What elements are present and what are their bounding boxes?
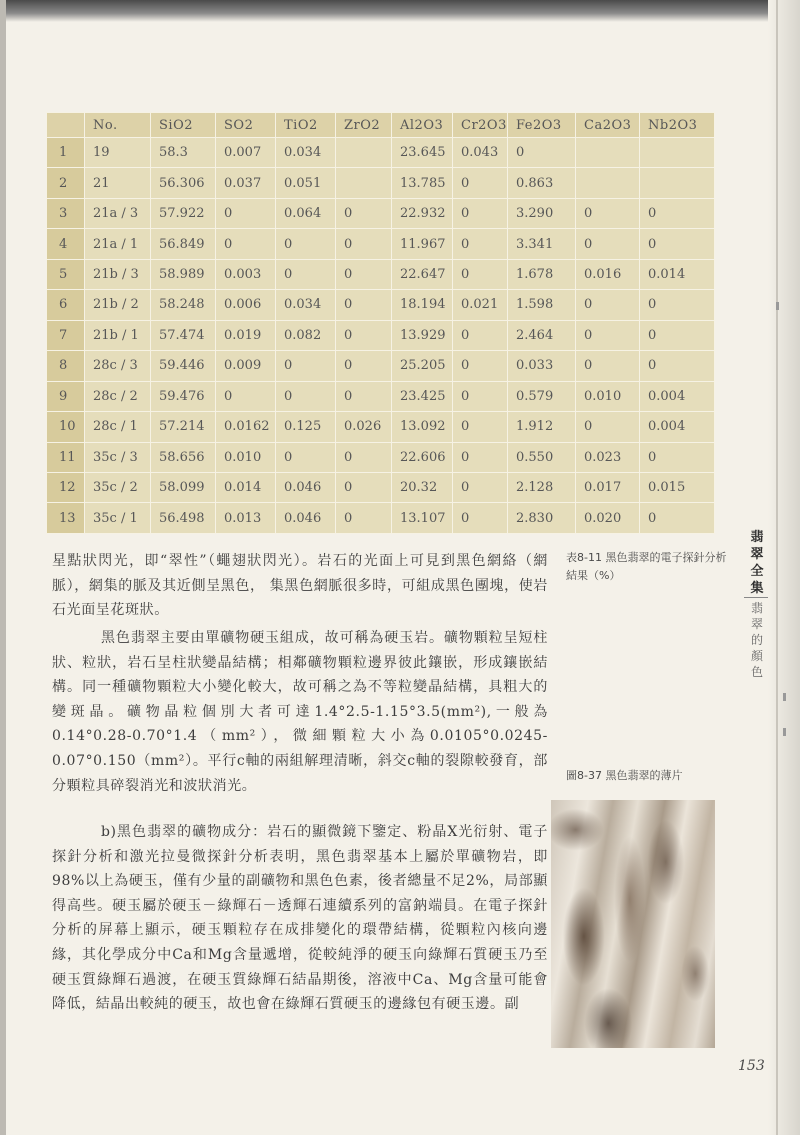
table-cell: 0 bbox=[453, 381, 508, 411]
table-cell: 0 bbox=[640, 229, 715, 259]
table-cell: 28c / 3 bbox=[85, 351, 151, 381]
table-cell: 1.912 bbox=[508, 412, 576, 442]
table-cell: 0 bbox=[640, 351, 715, 381]
table-cell: 0.009 bbox=[216, 351, 276, 381]
table-cell: 22.647 bbox=[392, 259, 453, 289]
table-cell: 11.967 bbox=[392, 229, 453, 259]
header-so2: SO2 bbox=[216, 113, 276, 138]
row-index-cell: 2 bbox=[47, 168, 85, 198]
table-cell: 0.046 bbox=[276, 472, 336, 502]
table-cell: 0 bbox=[336, 472, 392, 502]
thin-section-photo bbox=[551, 800, 715, 1048]
margin-mark bbox=[783, 728, 786, 736]
table-cell: 57.214 bbox=[151, 412, 216, 442]
table-cell: 0.006 bbox=[216, 290, 276, 320]
table-cell: 58.989 bbox=[151, 259, 216, 289]
table-cell: 21b / 2 bbox=[85, 290, 151, 320]
table-cell: 0.003 bbox=[216, 259, 276, 289]
table-cell: 23.645 bbox=[392, 138, 453, 168]
row-index-cell: 11 bbox=[47, 442, 85, 472]
table-cell: 0.014 bbox=[216, 472, 276, 502]
table-cell: 0 bbox=[276, 229, 336, 259]
table-cell: 0 bbox=[576, 198, 640, 228]
table-cell: 58.656 bbox=[151, 442, 216, 472]
table-cell bbox=[576, 168, 640, 198]
table-cell: 0 bbox=[453, 229, 508, 259]
table-row bbox=[47, 351, 715, 381]
table-cell: 35c / 1 bbox=[85, 503, 151, 534]
table-row bbox=[47, 503, 715, 534]
header-fe2o3: Fe2O3 bbox=[508, 113, 576, 138]
table-row bbox=[47, 198, 715, 228]
header-zro2: ZrO2 bbox=[336, 113, 392, 138]
table-cell: 3.341 bbox=[508, 229, 576, 259]
table-cell: 0.014 bbox=[640, 259, 715, 289]
table-cell: 0.0162 bbox=[216, 412, 276, 442]
table-cell: 0 bbox=[453, 198, 508, 228]
scan-edge-top bbox=[0, 0, 800, 22]
table-cell: 23.425 bbox=[392, 381, 453, 411]
table-cell: 56.306 bbox=[151, 168, 216, 198]
series-title: 翡翠全集 bbox=[750, 530, 764, 596]
table-cell: 0 bbox=[640, 290, 715, 320]
table-cell: 0 bbox=[640, 503, 715, 534]
row-index-cell: 5 bbox=[47, 259, 85, 289]
table-cell: 0.034 bbox=[276, 290, 336, 320]
row-index-cell: 8 bbox=[47, 351, 85, 381]
table-header-row bbox=[47, 113, 715, 138]
body-paragraph-3: b)黑色翡翠的礦物成分：岩石的顯微鏡下鑒定、粉晶X光衍射、電子探針分析和激光拉曼微探針分析表明，黑色翡翠基本上屬於單礦物岩，即98%以上為硬玉，僅有少量的副礦物和黑色色素，後者總量不足2%，局部顯得高些。硬玉屬於硬玉－綠輝石－透輝石連續系列的富鈉端員。在電子探針分析的屏幕上顯示，硬玉顆粒存在成排變化的環帶結構，從顆粒內核向邊緣，其化學成分中Ca和Mg含量遞增，從較純淨的硬玉向綠輝石質硬玉乃至硬玉質綠輝石過渡，在硬玉質綠輝石結晶期後，溶液中Ca、Mg含量可能會降低，結晶出較純的硬玉，故也會在綠輝石質硬玉的邊緣包有硬玉邊。副 bbox=[52, 824, 548, 1013]
row-index-cell: 13 bbox=[47, 503, 85, 534]
table-cell: 18.194 bbox=[392, 290, 453, 320]
table-row bbox=[47, 290, 715, 320]
table-row bbox=[47, 138, 715, 168]
table-cell: 22.932 bbox=[392, 198, 453, 228]
table-cell: 0 bbox=[453, 503, 508, 534]
body-paragraph-1: 星點狀閃光，即“翠性”（蠅翅狀閃光）。岩石的光面上可見到黑色網絡（網脈），網集的脈及其近側呈黑色， 集黑色網脈很多時，可組成黑色團塊，使岩石光面呈花斑狀。 bbox=[52, 553, 548, 619]
table-cell: 20.32 bbox=[392, 472, 453, 502]
table-cell: 0.064 bbox=[276, 198, 336, 228]
row-index-cell: 10 bbox=[47, 412, 85, 442]
scan-edge-left bbox=[0, 0, 6, 1135]
table-cell: 0.020 bbox=[576, 503, 640, 534]
table-cell: 56.849 bbox=[151, 229, 216, 259]
table-cell: 0 bbox=[216, 381, 276, 411]
table-cell: 0.863 bbox=[508, 168, 576, 198]
table-cell: 21b / 1 bbox=[85, 320, 151, 350]
header-no: No. bbox=[85, 113, 151, 138]
table-cell: 13.092 bbox=[392, 412, 453, 442]
table-cell: 0.015 bbox=[640, 472, 715, 502]
table-cell: 0 bbox=[276, 442, 336, 472]
table-cell: 0 bbox=[640, 320, 715, 350]
table-cell: 0 bbox=[336, 381, 392, 411]
table-cell: 0 bbox=[336, 229, 392, 259]
table-cell: 0 bbox=[216, 198, 276, 228]
table-cell: 0.004 bbox=[640, 412, 715, 442]
table-cell: 19 bbox=[85, 138, 151, 168]
table-cell: 0 bbox=[453, 442, 508, 472]
figure-caption: 圖8-37 黑色翡翠的薄片 bbox=[566, 769, 683, 782]
chapter-title: 翡翠的顏色 bbox=[750, 601, 763, 679]
scan-edge-right bbox=[768, 0, 800, 1135]
table-cell: 0.007 bbox=[216, 138, 276, 168]
row-index-cell: 9 bbox=[47, 381, 85, 411]
body-paragraph-2: 黑色翡翠主要由單礦物硬玉組成，故可稱為硬玉岩。礦物顆粒呈短柱狀、粒狀，岩石呈柱狀變晶結構；相鄰礦物顆粒邊界彼此鑲嵌，形成鑲嵌結構。同一種礦物顆粒大小變化較大，故可稱之為不等粒變晶結構，具粗大的變斑晶。礦物晶粒個別大者可達1.4°2.5-1.15°3.5(mm²),一般為0.14°0.28-0.70°1.4（mm²），微細顆粒大小為0.0105°0.0245-0.07°0.150（mm²）。平行c軸的兩組解理清晰，斜交c軸的裂隙較發育，部分顆粒具碎裂消光和波狀消光。 bbox=[52, 630, 548, 794]
table-cell: 0 bbox=[336, 198, 392, 228]
table-cell: 13.785 bbox=[392, 168, 453, 198]
table-cell: 0.037 bbox=[216, 168, 276, 198]
margin-mark bbox=[776, 302, 779, 310]
table-cell: 0 bbox=[576, 351, 640, 381]
table-cell: 13.107 bbox=[392, 503, 453, 534]
table-cell: 0 bbox=[453, 472, 508, 502]
table-cell: 0.010 bbox=[576, 381, 640, 411]
table-cell: 0 bbox=[576, 290, 640, 320]
table-cell: 0.034 bbox=[276, 138, 336, 168]
header-nb2o3: Nb2O3 bbox=[640, 113, 715, 138]
table-cell: 0.016 bbox=[576, 259, 640, 289]
table-cell: 21a / 1 bbox=[85, 229, 151, 259]
table-row bbox=[47, 381, 715, 411]
table-cell: 0 bbox=[576, 229, 640, 259]
table-cell: 21b / 3 bbox=[85, 259, 151, 289]
table-cell: 0 bbox=[576, 320, 640, 350]
row-index-cell: 3 bbox=[47, 198, 85, 228]
table-cell bbox=[336, 168, 392, 198]
table-cell: 0.043 bbox=[453, 138, 508, 168]
row-index-cell: 6 bbox=[47, 290, 85, 320]
table-cell: 0 bbox=[640, 442, 715, 472]
table-cell: 28c / 2 bbox=[85, 381, 151, 411]
table-cell: 0 bbox=[336, 259, 392, 289]
table-cell bbox=[336, 138, 392, 168]
row-index-cell: 12 bbox=[47, 472, 85, 502]
table-cell: 0 bbox=[276, 351, 336, 381]
table-cell: 0 bbox=[640, 198, 715, 228]
table-cell bbox=[640, 138, 715, 168]
table-cell: 3.290 bbox=[508, 198, 576, 228]
header-ca2o3: Ca2O3 bbox=[576, 113, 640, 138]
table-cell: 0.021 bbox=[453, 290, 508, 320]
table-row bbox=[47, 442, 715, 472]
table-cell: 0 bbox=[453, 412, 508, 442]
table-caption: 表8-11 黑色翡翠的電子探針分析結果（%） bbox=[566, 551, 727, 582]
table-row bbox=[47, 412, 715, 442]
table-cell: 21 bbox=[85, 168, 151, 198]
table-cell: 0 bbox=[453, 320, 508, 350]
table-cell: 0.004 bbox=[640, 381, 715, 411]
header-tio2: TiO2 bbox=[276, 113, 336, 138]
table-cell: 13.929 bbox=[392, 320, 453, 350]
table-cell: 1.678 bbox=[508, 259, 576, 289]
table-cell bbox=[576, 138, 640, 168]
table-cell: 0 bbox=[453, 168, 508, 198]
table-cell: 2.830 bbox=[508, 503, 576, 534]
row-index-cell: 4 bbox=[47, 229, 85, 259]
table-cell: 2.128 bbox=[508, 472, 576, 502]
table-cell: 58.248 bbox=[151, 290, 216, 320]
table-cell: 0.051 bbox=[276, 168, 336, 198]
header-cr2o3: Cr2O3 bbox=[453, 113, 508, 138]
table-cell: 58.099 bbox=[151, 472, 216, 502]
header-index bbox=[47, 113, 85, 138]
table-cell: 21a / 3 bbox=[85, 198, 151, 228]
row-index-cell: 7 bbox=[47, 320, 85, 350]
table-cell: 0.023 bbox=[576, 442, 640, 472]
table-cell: 0.125 bbox=[276, 412, 336, 442]
table-cell: 0 bbox=[276, 259, 336, 289]
table-cell: 0 bbox=[453, 351, 508, 381]
table-cell: 2.464 bbox=[508, 320, 576, 350]
table-cell: 0 bbox=[336, 320, 392, 350]
margin-mark bbox=[783, 693, 786, 701]
table-cell: 35c / 3 bbox=[85, 442, 151, 472]
table-cell: 59.476 bbox=[151, 381, 216, 411]
table-cell: 0 bbox=[276, 381, 336, 411]
table-cell: 25.205 bbox=[392, 351, 453, 381]
table-cell: 0.046 bbox=[276, 503, 336, 534]
table-cell: 0 bbox=[576, 412, 640, 442]
table-cell: 58.3 bbox=[151, 138, 216, 168]
table-cell: 0.013 bbox=[216, 503, 276, 534]
table-row bbox=[47, 320, 715, 350]
table-cell: 35c / 2 bbox=[85, 472, 151, 502]
header-sio2: SiO2 bbox=[151, 113, 216, 138]
table-cell: 28c / 1 bbox=[85, 412, 151, 442]
table-cell: 0.017 bbox=[576, 472, 640, 502]
table-row bbox=[47, 168, 715, 198]
table-row bbox=[47, 472, 715, 502]
table-cell: 0 bbox=[453, 259, 508, 289]
table-cell: 59.446 bbox=[151, 351, 216, 381]
table-cell: 0.010 bbox=[216, 442, 276, 472]
table-cell: 0.550 bbox=[508, 442, 576, 472]
page-number: 153 bbox=[738, 1058, 765, 1074]
table-cell: 0 bbox=[336, 290, 392, 320]
table-cell: 0.082 bbox=[276, 320, 336, 350]
side-divider bbox=[744, 597, 768, 598]
table-cell: 0.019 bbox=[216, 320, 276, 350]
table-cell: 1.598 bbox=[508, 290, 576, 320]
table-cell: 57.474 bbox=[151, 320, 216, 350]
table-cell: 57.922 bbox=[151, 198, 216, 228]
table-cell: 0 bbox=[336, 442, 392, 472]
table-row bbox=[47, 229, 715, 259]
table-row bbox=[47, 259, 715, 289]
table-cell: 56.498 bbox=[151, 503, 216, 534]
table-cell bbox=[640, 168, 715, 198]
table-cell: 0.026 bbox=[336, 412, 392, 442]
table-cell: 0 bbox=[216, 229, 276, 259]
header-al2o3: Al2O3 bbox=[392, 113, 453, 138]
table-cell: 0.579 bbox=[508, 381, 576, 411]
table-cell: 0 bbox=[336, 503, 392, 534]
table-cell: 22.606 bbox=[392, 442, 453, 472]
analysis-table bbox=[46, 112, 715, 534]
page-fold-line bbox=[776, 0, 778, 1135]
row-index-cell: 1 bbox=[47, 138, 85, 168]
table-cell: 0 bbox=[508, 138, 576, 168]
table-cell: 0.033 bbox=[508, 351, 576, 381]
table-cell: 0 bbox=[336, 351, 392, 381]
